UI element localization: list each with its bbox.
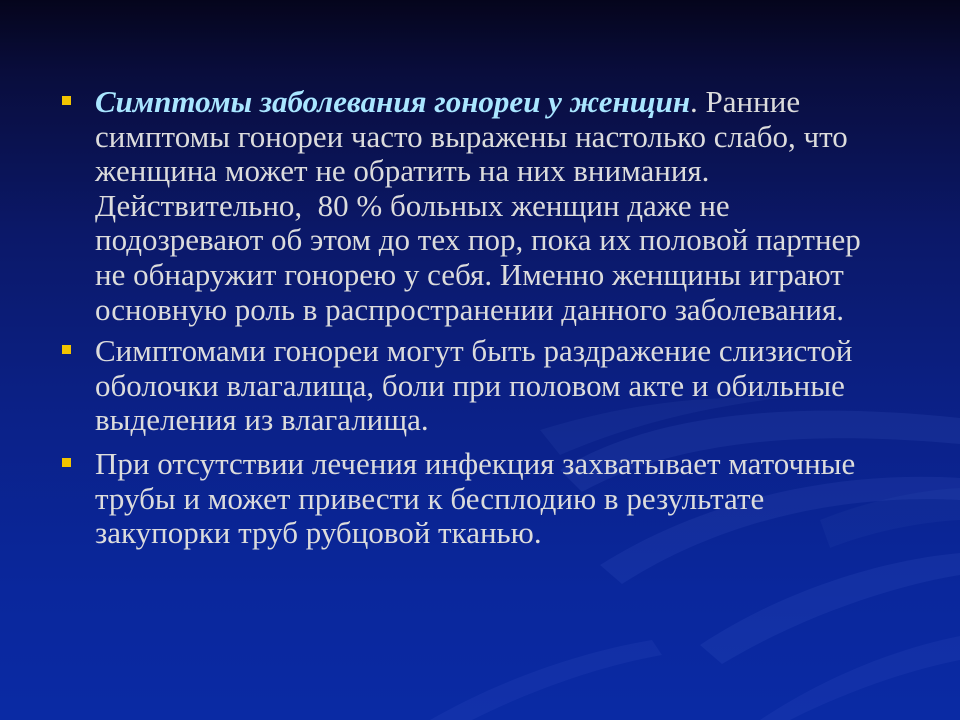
emphasis-heading: Симптомы заболевания гонореи у женщин	[95, 84, 691, 119]
paragraph-line: не обнаружит гонорею у себя. Именно женщины играют	[95, 256, 844, 292]
paragraph-line: трубы и может привести к бесплодию в результате	[95, 480, 765, 516]
square-bullet-icon	[62, 458, 71, 467]
bullet-paragraph-2	[95, 334, 853, 438]
square-bullet-icon	[62, 345, 71, 354]
paragraph-line: выделения из влагалища.	[95, 402, 429, 438]
paragraph-line: закупорки труб рубцовой тканью.	[95, 515, 542, 551]
paragraph-line: подозревают об этом до тех пор, пока их половой партнер	[95, 222, 861, 258]
paragraph-line: основную роль в распространении данного заболевания.	[95, 291, 844, 327]
square-bullet-icon	[62, 96, 71, 105]
paragraph-line: Действительно, 80 % больных женщин даже не	[95, 187, 730, 223]
paragraph-line	[95, 85, 861, 120]
paragraph-line: симптомы гонореи часто выражены настолько слабо, что	[95, 118, 848, 154]
paragraph-line: оболочки влагалища, боли при половом акте и обильные	[95, 367, 845, 403]
paragraph-text: . Ранние	[690, 84, 801, 119]
bullet-paragraph-3	[95, 447, 855, 551]
paragraph-line: При отсутствии лечения инфекция захватывает маточные	[95, 446, 856, 481]
paragraph-line: Симптомами гонореи могут быть раздражение слизистой	[95, 333, 853, 368]
paragraph-line: женщина может не обратить на них внимания.	[95, 153, 710, 189]
bullet-paragraph-1	[95, 85, 861, 327]
